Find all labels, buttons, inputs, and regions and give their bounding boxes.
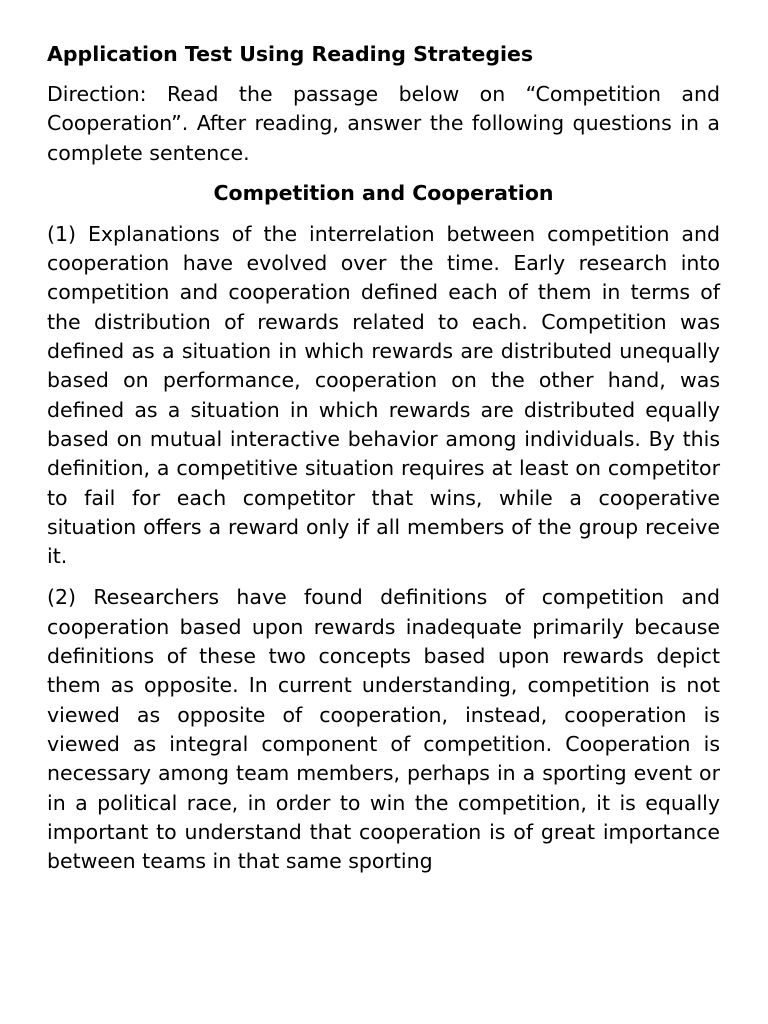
document-title: Application Test Using Reading Strategies xyxy=(47,42,534,66)
direction-text: Direction: Read the passage below on “Competition and Cooperation”. After reading, answer the following questions in a complete sentence. xyxy=(47,82,720,165)
passage-paragraph-2-container xyxy=(47,583,720,876)
document-page xyxy=(47,40,720,876)
passage-title: Competition and Cooperation xyxy=(213,180,554,205)
passage-paragraph-2: (2) Researchers have found definitions of competition and cooperation based upon rewards inadequate primarily because definitions of these two concepts based upon rewards depict them as opposite. In current understanding, competition is not viewed as opposite of cooperation, instead, cooperation is viewed as integral component of competition. Cooperation is necessary among team members, perhaps in a sporting event or in a political race, in order to win the competition, it is equally important to understand that cooperation is of great importance between teams in that same sporting xyxy=(47,585,720,874)
passage-paragraph-1: (1) Explanations of the interrelation between competition and cooperation have evolved over the time. Early research into competition and cooperation defined each of them in terms of the distribution of rewards related to each. Competition was defined as a situation in which rewards are distributed unequally based on performance, cooperation on the other hand, was defined as a situation in which rewards are distributed equally based on mutual interactive behavior among individuals. By this definition, a competitive situation requires at least on competitor to fail for each competitor that wins, while a cooperative situation offers a reward only if all members of the group receive it. xyxy=(47,221,720,569)
